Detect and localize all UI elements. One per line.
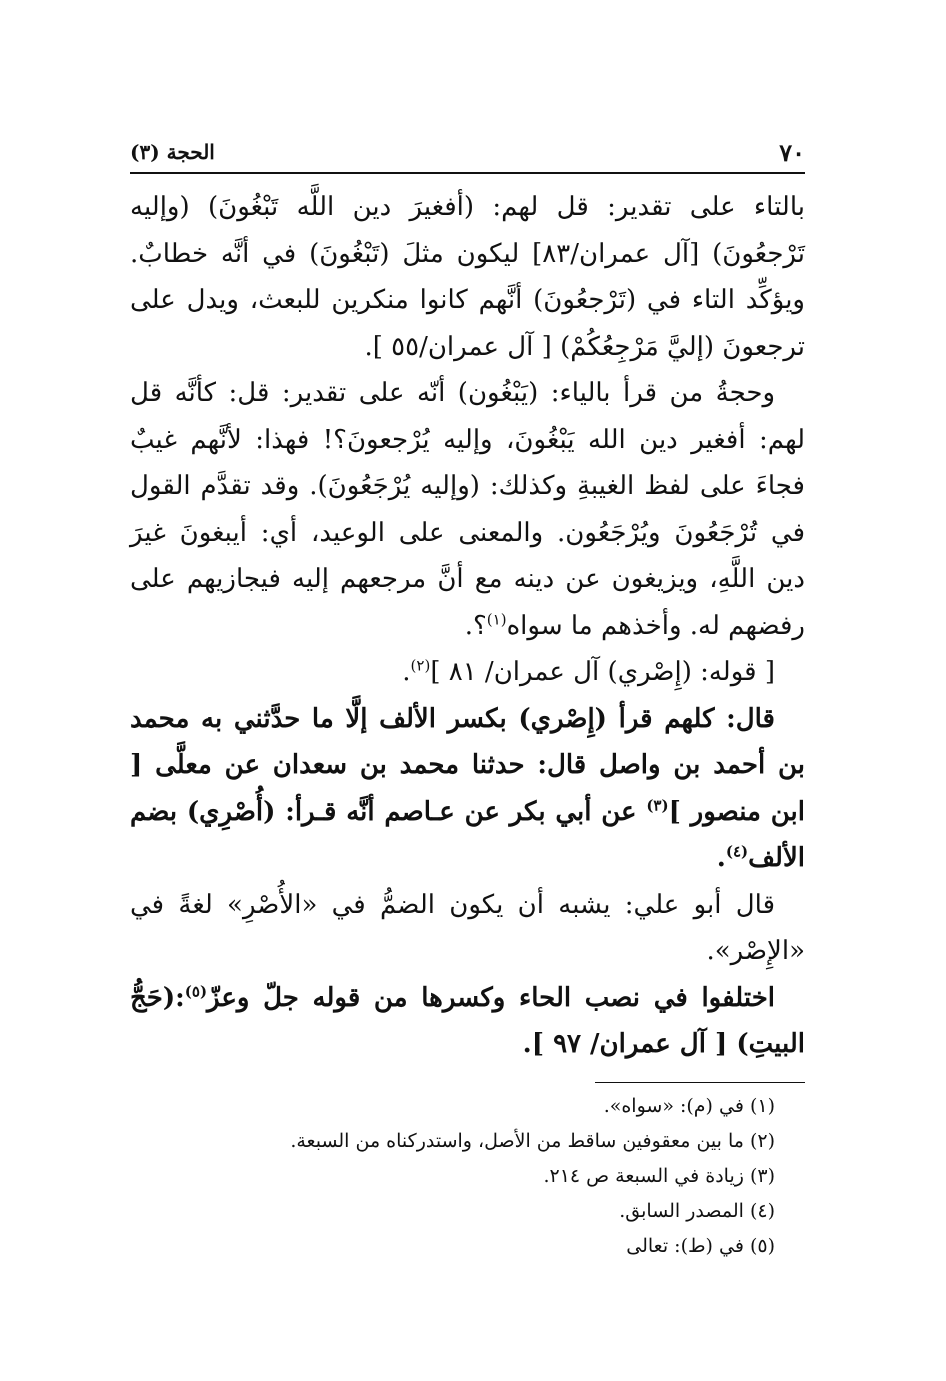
paragraph-1-text: بالتاء على تقدير: قل لهم: (أفغيرَ دين اللَّه تَبْغُونَ) (وإليه تَرْجعُونَ) [آل عمران/٨٣] ليكون مثلَ (تَبْغُونَ) في أنَّه خطابٌ. ويؤكِّد التاء في (تَرْجعُونَ) أنَّهم كانوا منكرين للبعث، ويدل على ترجعونَ (إليَّ مَرْجِعُكُمْ) [ آل عمران/٥٥ ]. <box>130 192 805 362</box>
paragraph-5 <box>130 882 805 975</box>
paragraph-4 <box>130 696 805 882</box>
footnote-text: في (ط): تعالى <box>626 1234 744 1257</box>
page <box>130 120 805 1264</box>
paragraph-3-tail: . <box>402 657 411 687</box>
paragraph-6 <box>130 975 805 1068</box>
header-rule <box>130 172 805 174</box>
footnote-ref-4: (٤) <box>725 842 749 861</box>
footnote-1 <box>130 1089 775 1124</box>
footnote-4 <box>130 1194 775 1229</box>
page-header <box>130 120 805 172</box>
footnote-text: زيادة في السبعة ص ٢١٤. <box>543 1164 744 1187</box>
paragraph-1 <box>130 184 805 370</box>
footnote-ref-3: (٣) <box>646 795 669 814</box>
paragraph-4-tail: عن أبي بكر عن عـاصم أنَّه قـرأ: (أُصْرِي) بضم الألف <box>130 796 805 873</box>
footnote-number: (٣) <box>749 1164 775 1187</box>
footnote-text: ما بين معقوفين ساقط من الأصل، واستدركناه من السبعة. <box>290 1129 744 1152</box>
paragraph-2 <box>130 370 805 649</box>
footnote-2 <box>130 1124 775 1159</box>
paragraph-3 <box>130 649 805 696</box>
page-number: ٧٠ <box>779 138 805 167</box>
footnote-ref-2: (٢) <box>410 656 431 675</box>
paragraph-2-text: وحجةُ من قرأ بالياء: (يَبْغُون) أنّه على تقدير: قل: كأنَّه قل لهم: أفغير دين الله يَبْغُونَ، وإليه يُرْجعونَ؟! فهذا: لأنَّهم غيبٌ فجاءَ على لفظ الغيبةِ وكذلك: (وإليه يُرْجَعُونَ). وقد تقدَّم القول في تُرْجَعُونَ ويُرْجَعُون. والمعنى على الوعيد، أي: أيبغونَ غيرَ دين اللَّهِ، ويزيغون عن دينه مع أنَّ مرجعهم إليه فيجازيهم على رفضهم له. وأخذهم ما سواه <box>130 378 805 641</box>
paragraph-4-tail-2: . <box>716 843 726 873</box>
running-title: الحجة (٣) <box>130 140 215 164</box>
footnote-number: (٥) <box>749 1234 775 1257</box>
paragraph-3-text: [ قوله: (إِصْري) آل عمران/ ٨١ ] <box>430 657 775 687</box>
paragraph-4-text: قال: كلهم قرأ (إِصْري) بكسر الألف إلَّا ما حدَّثني به محمد بن أحمد بن واصل قال: حدثنا محمد بن سعدان عن معلَّى [ ابن منصور ] <box>130 703 805 827</box>
footnote-5 <box>130 1229 775 1264</box>
footnote-number: (٤) <box>749 1199 775 1222</box>
footnote-number: (٢) <box>749 1129 775 1152</box>
paragraph-2-tail: ؟. <box>464 610 487 641</box>
footnote-text: في (م): «سواه». <box>603 1094 744 1117</box>
paragraph-6-text: اختلفوا في نصب الحاء وكسرها من قوله جلّ وعزّ <box>207 982 775 1013</box>
footnote-ref-1: (١) <box>486 609 507 628</box>
footnote-separator <box>595 1082 805 1083</box>
paragraph-5-text: قال أبو علي: يشبه أن يكون الضمُّ في «الأُصْرِ» لغةً في «الإِصْر». <box>130 889 805 966</box>
body-text <box>130 184 805 1068</box>
footnote-number: (١) <box>749 1094 775 1117</box>
paragraph-6-tail: :(حَجُّ البيتِ) [ آل عمران/ ٩٧ ]. <box>130 982 805 1059</box>
footnote-text: المصدر السابق. <box>619 1199 744 1222</box>
footnote-ref-5: (٥) <box>184 981 208 1000</box>
footnote-3 <box>130 1159 775 1194</box>
footnotes <box>130 1089 805 1264</box>
